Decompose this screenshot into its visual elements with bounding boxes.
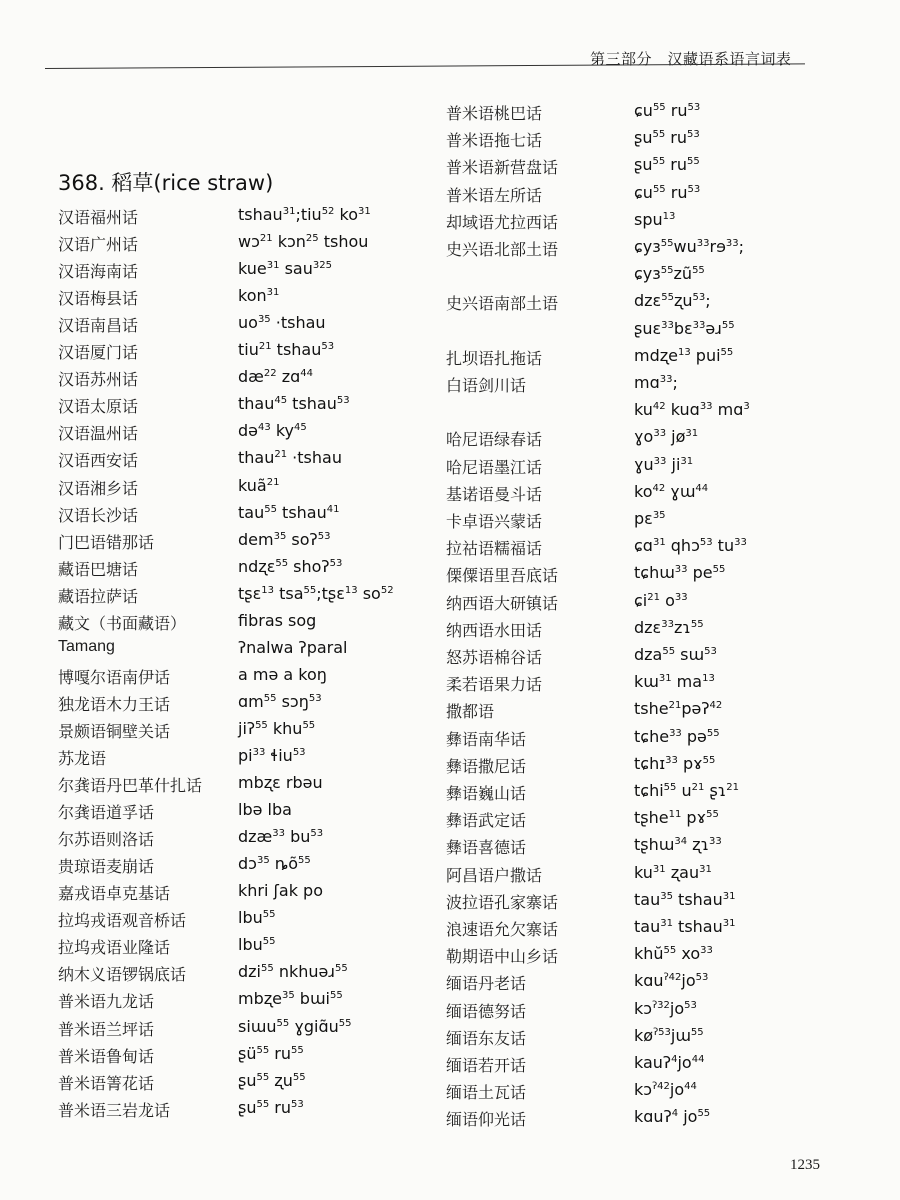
tone-mark: 52 [380, 584, 394, 596]
ipa-form: $ko^{42}$ ɣɯ$^{44}$ [634, 481, 709, 501]
tone-mark: 35 [652, 510, 666, 521]
tone-mark: 21 [647, 591, 660, 603]
language-name: 波拉语孔家寨话 [446, 892, 559, 912]
tone-mark: 55 [720, 346, 734, 358]
tone-mark: 35 [273, 530, 287, 542]
tone-mark: 53 [336, 395, 350, 407]
tone-mark: 45 [274, 395, 288, 407]
ipa-form: thau$^{45}$ tshau$^{53}$ [238, 394, 350, 414]
tone-mark: 44 [691, 1054, 705, 1065]
ipa-form: ɣu$^{33}$ $ji^{31}$ [634, 454, 694, 474]
ipa-form: ʂu$^{55}$ $ru^{53}$ [634, 128, 700, 148]
tone-mark: 55 [692, 265, 705, 277]
ipa-form: dem$^{35}$ soʔ$^{53}$ [238, 529, 331, 549]
tone-mark: 55 [291, 1044, 304, 1056]
language-name: 浪速语允欠寨话 [446, 920, 559, 939]
language-name: Tamang [58, 637, 115, 655]
language-name: 景颇语铜壁关话 [58, 721, 171, 741]
language-name: 藏语拉萨话 [58, 586, 139, 606]
tone-mark: 3 [743, 401, 750, 413]
language-name: 纳西语大研镇话 [446, 593, 559, 613]
ipa-form: $kɔ^{ʔ42}jo^{44}$ [634, 1080, 697, 1100]
tone-mark: 31 [266, 260, 280, 272]
ipa-form: ʔnalwa ʔparal [238, 637, 348, 657]
language-name: 普米语鲁甸话 [58, 1046, 155, 1066]
language-name: 缅语土瓦话 [446, 1083, 527, 1103]
tone-mark: 42 [652, 401, 666, 413]
language-name: 纳西语水田话 [446, 620, 543, 640]
tone-mark: 55 [690, 1026, 704, 1038]
language-name: 拉坞戎语业隆话 [58, 938, 171, 958]
language-name: 普米语拖七话 [446, 131, 543, 151]
tone-mark: 33 [653, 455, 667, 467]
tone-mark: 52 [321, 206, 335, 217]
tone-mark: 21 [266, 476, 280, 488]
language-name: 纳木义语锣锅底话 [58, 965, 187, 985]
ipa-form: wɔ$^{21}$ kɔn$^{25}$ tshou [238, 232, 369, 252]
ipa-form: $kø^{ʔ53}jɯ^{55}$ [634, 1025, 704, 1045]
entry-title: 368. 稻草(rice straw) [58, 171, 274, 195]
tone-mark: 53 [321, 341, 335, 353]
tone-mark: 35 [660, 890, 673, 902]
tone-mark: 325 [312, 260, 332, 272]
tone-mark: 55 [256, 1098, 270, 1110]
language-name: 普米语兰坪话 [58, 1019, 155, 1039]
ipa-form: tau$^{55}$ tshau$^{41}$ [238, 502, 340, 522]
ipa-form: mɑ$^{33}$; [634, 373, 678, 392]
language-name: 苏龙语 [58, 749, 107, 768]
ipa-form: ʂu$^{55}$ $ru^{55}$ [634, 155, 700, 175]
ipa-form: tɕhi$^{55}$ $u^{21}$ ʂɿ$^{21}$ [634, 781, 739, 800]
tone-mark: 31 [699, 863, 712, 875]
tone-mark: 21 [259, 233, 273, 245]
language-name: 贵琼语麦崩话 [58, 857, 155, 877]
tone-mark: 55 [334, 963, 348, 975]
tone-mark: 53 [704, 646, 717, 657]
tone-mark: 55 [652, 156, 666, 168]
tone-mark: 55 [663, 945, 677, 957]
tone-mark: 55 [256, 1044, 270, 1056]
tone-mark: 4 [671, 1108, 679, 1120]
language-name: 缅语仰光话 [446, 1110, 527, 1130]
tone-mark: 53 [687, 129, 700, 141]
ipa-form: jiʔ$^{55}$ khu$^{55}$ [238, 718, 316, 738]
ipa-form: tshau$^{31}$;tiu$^{52}$ $ko^{31}$ [238, 205, 371, 224]
ipa-form: $pi^{33}$ ɬiu$^{53}$ [238, 746, 306, 765]
tone-mark: 53 [692, 292, 706, 304]
tone-mark: 33 [674, 564, 688, 576]
tone-mark: 55 [697, 1108, 711, 1120]
tone-mark: 31 [685, 428, 699, 440]
tone-mark: 53 [291, 1098, 304, 1110]
ipa-form: a mə a koŋ [238, 664, 327, 684]
language-name: 缅语东友话 [446, 1028, 527, 1048]
ipa-form: də$^{43}$ $ky^{45}$ [238, 421, 307, 441]
tone-mark: 55 [303, 584, 317, 596]
ipa-form: $kɔ^{ʔ32}jo^{53}$ [634, 998, 697, 1018]
language-name: 史兴语北部土语 [446, 240, 559, 259]
ipa-form: ndʐɛ$^{55}$ shoʔ$^{53}$ [238, 556, 343, 576]
language-name: 撒都语 [446, 702, 495, 722]
tone-mark: 33 [661, 618, 674, 630]
ipa-form: ʂü$^{55}$ $ru^{55}$ [238, 1043, 304, 1063]
language-name: 普米语九龙话 [58, 992, 155, 1012]
language-name: 普米语桃巴话 [446, 104, 543, 123]
tone-mark: 41 [326, 503, 340, 515]
tone-mark: 43 [258, 422, 271, 434]
tone-mark: 13 [344, 584, 358, 596]
language-name: 普米语三岩龙话 [58, 1100, 171, 1120]
tone-mark: 34 [674, 836, 688, 848]
ipa-form: tshe$^{21}$pəʔ$^{42}$ [634, 699, 723, 719]
tone-mark: 35 [281, 990, 295, 1002]
ipa-form: dza$^{55}$ sɯ$^{53}$ [634, 645, 717, 664]
tone-mark: 31 [658, 673, 672, 685]
language-name: 普米语新营盘话 [446, 158, 559, 178]
tone-mark: 33 [653, 428, 667, 440]
ipa-form: thau$^{21}$ ·tshau [238, 448, 342, 468]
tone-mark: 55 [662, 646, 676, 657]
language-name: 汉语太原话 [58, 397, 139, 417]
language-name: 基诺语曼斗话 [446, 484, 543, 504]
ipa-form: tʂhe$^{11}$ pɤ$^{55}$ [634, 808, 719, 828]
tone-mark: 31 [652, 863, 666, 875]
ipa-form: tʂhɯ$^{34}$ ʐɿ$^{33}$ [634, 835, 722, 855]
tone-mark: 55 [660, 265, 674, 277]
ipa-form: $ku^{42}$ kuɑ$^{33}$ mɑ$^3$ [634, 400, 750, 420]
tone-mark: 21 [274, 449, 288, 461]
tone-mark: 33 [272, 828, 285, 840]
tone-mark: 4 [671, 1054, 678, 1065]
tone-mark: ʔ53 [653, 1026, 671, 1038]
language-name: 汉语南昌话 [58, 316, 139, 336]
language-name: 史兴语南部土语 [446, 294, 559, 314]
ipa-form: dzæ$^{33}$ $bu^{53}$ [238, 827, 324, 847]
tone-mark: 33 [696, 238, 710, 249]
ipa-form: tɕhɪ$^{33}$ pɤ$^{55}$ [634, 753, 716, 773]
language-name: 藏语巴塘话 [58, 559, 139, 579]
ipa-form: mbʐe$^{35}$ bɯi$^{55}$ [238, 989, 343, 1009]
language-name: 傈僳语里吾底话 [446, 566, 559, 586]
tone-mark: 21 [726, 782, 739, 793]
ipa-form: $ku^{31}$ ʐau$^{31}$ [634, 862, 712, 882]
tone-mark: 33 [674, 591, 688, 603]
tone-mark: 53 [310, 828, 324, 840]
language-name: 汉语西安话 [58, 451, 139, 471]
language-name: 拉祜语糯福话 [446, 539, 543, 559]
ipa-form: dɔ$^{35}$ $ȵõ^{55}$ [238, 854, 311, 874]
ipa-form: $ɕyɜ^{55}zũ^{55}$ [634, 264, 705, 284]
ipa-form: pɛ$^{35}$ [634, 509, 666, 528]
ipa-form: $kauʔ^4jo^{44}$ [634, 1053, 705, 1072]
tone-mark: 55 [661, 292, 674, 304]
ipa-form: tɕhe$^{33}$ pə$^{55}$ [634, 726, 720, 746]
language-name: 彝语撒尼话 [446, 756, 527, 776]
tone-mark: 33 [661, 319, 674, 331]
language-name: 尔龚语丹巴革什扎话 [58, 776, 203, 796]
tone-mark: 33 [659, 374, 673, 385]
language-name: 阿昌语户撒话 [446, 865, 543, 885]
language-name: 汉语湘乡话 [58, 478, 139, 498]
ipa-form: dzɛ$^{55}$ʐu$^{53}$; [634, 291, 711, 311]
ipa-form: ɣo$^{33}$ $jø^{31}$ [634, 427, 699, 447]
language-name: 白语剑川话 [446, 376, 527, 395]
ipa-form: khri ʃak po [238, 881, 323, 901]
tone-mark: 55 [687, 156, 700, 168]
tone-mark: 13 [677, 346, 691, 358]
ipa-form: dzɛ$^{33}$zɿ$^{55}$ [634, 617, 704, 637]
ipa-form: $ɕyɜ^{55}wu^{33}rɘ^{33}$; [634, 237, 745, 256]
tone-mark: 33 [709, 836, 722, 848]
language-name: 缅语若开话 [446, 1056, 527, 1075]
language-name: 勒期语中山乡话 [446, 947, 559, 967]
language-name: 哈尼语墨江话 [446, 457, 543, 477]
tone-mark: 33 [665, 754, 678, 766]
language-name: 普米语箐花话 [58, 1073, 155, 1093]
tone-mark: 55 [255, 719, 268, 731]
tone-mark: 53 [317, 530, 331, 542]
ipa-form: fibras sog [238, 610, 317, 630]
tone-mark: 31 [680, 455, 694, 467]
ipa-form: spu$^{13}$ [634, 209, 676, 229]
tone-mark: 33 [692, 319, 706, 331]
language-name: 汉语长沙话 [58, 505, 139, 525]
tone-mark: 55 [263, 692, 277, 704]
tone-mark: 33 [699, 401, 713, 413]
tone-mark: 55 [652, 129, 666, 141]
tone-mark: 55 [264, 503, 277, 515]
language-name: 普米语左所话 [446, 185, 543, 205]
language-name: 嘉戎语卓克基话 [58, 884, 171, 904]
tone-mark: 55 [706, 727, 720, 739]
ipa-form: kuã$^{21}$ [238, 475, 280, 495]
tone-mark: 31 [652, 537, 666, 549]
tone-mark: 45 [293, 422, 307, 434]
tone-mark: 13 [702, 673, 715, 685]
language-name: 藏文（书面藏语） [58, 613, 187, 633]
tone-mark: 53 [687, 183, 701, 195]
tone-mark: 44 [695, 482, 709, 494]
language-name: 独龙语木力王话 [58, 694, 171, 714]
ipa-form: lbu$^{55}$ [238, 908, 276, 928]
ipa-form: dzi$^{55}$ nkhuəɹ$^{55}$ [238, 962, 348, 982]
ipa-form: lbə lba [238, 800, 292, 820]
language-name: 汉语梅县话 [58, 289, 139, 309]
language-name: 汉语苏州话 [58, 370, 139, 390]
ipa-form: $kɑu^{ʔ42}jo^{53}$ [634, 971, 709, 991]
ipa-form: ɕu$^{55}$ $ru^{53}$ [634, 101, 701, 120]
ipa-form: tʂɛ$^{13}$ tsa$^{55}$;tʂɛ$^{13}$ $so^{52}$ [238, 583, 394, 603]
tone-mark: ʔ32 [652, 999, 670, 1011]
ipa-form: tɕhɯ$^{33}$ $pe^{55}$ [634, 563, 726, 583]
tone-mark: 31 [282, 206, 296, 217]
ipa-form: ɕɑ$^{31}$ qhɔ$^{53}$ $tu^{33}$ [634, 536, 747, 556]
tone-mark: 55 [652, 183, 666, 195]
tone-mark: 55 [721, 319, 735, 331]
language-name: 彝语南华话 [446, 729, 527, 749]
tone-mark: 33 [700, 945, 713, 957]
tone-mark: 55 [338, 1017, 352, 1029]
ipa-form: $uo^{35}$ ·tshau [238, 313, 326, 333]
tone-mark: 53 [329, 557, 343, 569]
tone-mark: 31 [358, 206, 371, 217]
language-name: 拉坞戎语观音桥话 [58, 911, 187, 931]
tone-mark: 55 [663, 782, 677, 793]
tone-mark: 55 [702, 754, 716, 766]
ipa-form: lbu$^{55}$ [238, 935, 276, 955]
tone-mark: 55 [298, 855, 311, 867]
language-name: 汉语海南话 [58, 262, 139, 282]
language-name: 卡卓语兴蒙话 [446, 512, 543, 531]
tone-mark: 31 [660, 918, 673, 929]
tone-mark: 31 [266, 287, 280, 299]
tone-mark: 55 [302, 719, 316, 731]
tone-mark: 33 [252, 747, 266, 758]
tone-mark: 55 [706, 809, 719, 821]
tone-mark: 55 [712, 564, 726, 576]
language-name: 却域语尤拉西话 [446, 212, 559, 232]
tone-mark: 53 [699, 537, 713, 549]
tone-mark: 55 [261, 963, 274, 975]
tone-mark: 33 [734, 537, 747, 549]
tone-mark: 31 [722, 918, 736, 929]
language-name: 缅语丹老话 [446, 974, 527, 994]
ipa-form: khŭ$^{55}$ $xo^{33}$ [634, 944, 713, 964]
tone-mark: 33 [669, 727, 682, 739]
ipa-form: ɑm$^{55}$ sɔŋ$^{53}$ [238, 691, 322, 711]
page-number: 1235 [790, 1157, 820, 1173]
language-name: 柔若语果力话 [446, 675, 543, 695]
tone-mark: 55 [262, 909, 276, 921]
tone-mark: 44 [300, 368, 313, 380]
ipa-form: ɕu$^{55}$ $ru^{53}$ [634, 182, 701, 202]
language-name: 汉语福州话 [58, 208, 139, 227]
language-name: 彝语巍山话 [446, 784, 527, 803]
ipa-form: ʂu$^{55}$ ʐu$^{55}$ [238, 1070, 306, 1090]
ipa-form: ʂuɛ$^{33}$bɛ$^{33}$əɹ$^{55}$ [634, 318, 735, 338]
ipa-form: mdʐe$^{13}$ pui$^{55}$ [634, 345, 734, 365]
ipa-form: $dæ^{22}$ zɑ$^{44}$ [238, 367, 313, 387]
language-name: 缅语德努话 [446, 1001, 527, 1021]
tone-mark: 53 [695, 972, 709, 984]
tone-mark: 21 [668, 700, 682, 712]
language-name: 彝语喜德话 [446, 838, 527, 858]
tone-mark: 13 [261, 584, 274, 596]
language-name: 哈尼语绿春话 [446, 430, 543, 450]
language-name: 汉语温州话 [58, 424, 139, 444]
language-name: 尔苏语则洛话 [58, 830, 155, 850]
running-header: 第三部分 汉藏语系语言词表 [590, 50, 792, 68]
tone-mark: 55 [660, 238, 674, 249]
tone-mark: 53 [684, 999, 697, 1011]
tone-mark: 55 [330, 990, 343, 1002]
tone-mark: 33 [725, 238, 739, 249]
tone-mark: 35 [256, 855, 270, 867]
tone-mark: 35 [257, 314, 271, 326]
tone-mark: 55 [276, 1017, 290, 1029]
tone-mark: 53 [308, 692, 322, 704]
language-name: 尔龚语道孚话 [58, 803, 155, 823]
ipa-form: tau$^{31}$ tshau$^{31}$ [634, 917, 736, 936]
tone-mark: 53 [687, 102, 701, 113]
ipa-form: tiu$^{21}$ tshau$^{53}$ [238, 340, 335, 360]
tone-mark: 53 [292, 747, 306, 758]
tone-mark: ʔ42 [652, 1081, 670, 1093]
ipa-form: kɑuʔ$^4$ $jo^{55}$ [634, 1107, 711, 1127]
tone-mark: 42 [652, 482, 666, 494]
tone-mark: 55 [690, 618, 704, 630]
ipa-form: tau$^{35}$ tshau$^{31}$ [634, 889, 736, 909]
language-name: 汉语厦门话 [58, 343, 139, 363]
language-name: 汉语广州话 [58, 235, 139, 255]
tone-mark: 21 [691, 782, 705, 793]
ipa-form: ɕi$^{21}$ $o^{33}$ [634, 590, 688, 610]
tone-mark: 11 [668, 809, 682, 821]
tone-mark: ʔ42 [663, 972, 682, 984]
tone-mark: 25 [305, 233, 319, 245]
ipa-form: kɯ$^{31}$ $ma^{13}$ [634, 672, 715, 692]
ipa-form: kon$^{31}$ [238, 286, 280, 306]
language-name: 彝语武定话 [446, 811, 527, 831]
language-name: 博嘎尔语南伊话 [58, 667, 171, 687]
tone-mark: 44 [684, 1081, 697, 1093]
language-name: 扎坝语扎拖话 [446, 348, 543, 368]
ipa-form: kue$^{31}$ sau$^{325}$ [238, 259, 332, 279]
ipa-form: ʂu$^{55}$ $ru^{53}$ [238, 1097, 304, 1117]
tone-mark: 55 [262, 936, 276, 948]
tone-mark: 55 [292, 1071, 306, 1083]
tone-mark: 31 [722, 890, 736, 902]
tone-mark: 13 [662, 210, 676, 222]
language-name: 门巴语错那话 [58, 532, 155, 552]
tone-mark: 55 [256, 1071, 270, 1083]
tone-mark: 42 [709, 700, 723, 712]
ipa-form: siɯu$^{55}$ $ɣgiɑ̃u^{55}$ [238, 1016, 352, 1036]
tone-mark: 55 [652, 102, 666, 113]
tone-mark: 22 [263, 368, 277, 380]
tone-mark: 21 [258, 341, 272, 353]
tone-mark: 55 [275, 557, 289, 569]
ipa-form: mbʐɛ rbəu [238, 773, 323, 793]
language-name: 怒苏语棉谷话 [446, 648, 543, 667]
